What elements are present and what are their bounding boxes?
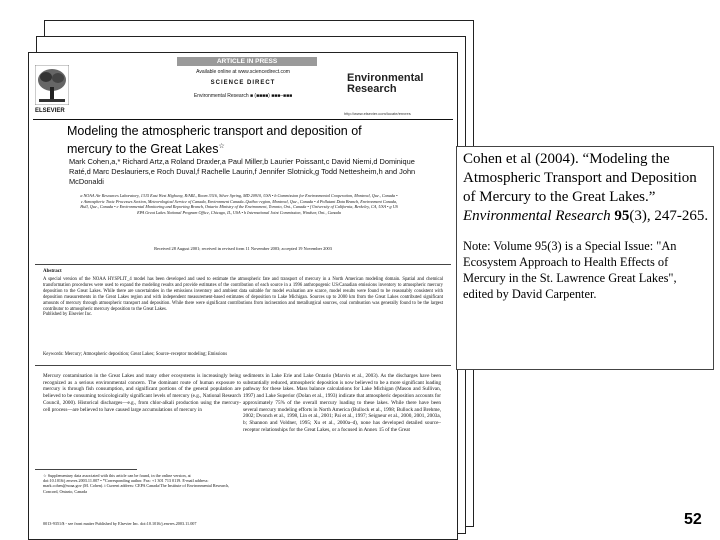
- published-by: Published by Elsevier Inc.: [43, 312, 93, 318]
- received-dates: Received 28 August 2001; received in revised form 11 November 2003; accepted 19 November 2003: [154, 246, 332, 251]
- issn-doi: 0013-9351/$ - see front matter Published by Elsevier Inc. doi:10.1016/j.envres.2003.11.007: [43, 521, 197, 526]
- citation-volume: 95: [614, 208, 630, 224]
- keywords: Keywords: Mercury; Atmospheric deposition; Great Lakes; Source–receptor modeling; Emissions: [43, 352, 228, 357]
- elsevier-tree-icon: [35, 65, 69, 105]
- author-affiliations: a NOAA Air Resources Laboratory, 1315 East West Highway, R/ARL, Room 3316, Silver Spring, MD 20910, USA • b Commission for Environmental Cooperation, Montreal, Que., Canada • c Atmospheric Toxic Processes Section, Meteorological Service of Canada, Environment Canada–Québec region, Montreal, Que., Canada • d Pollutant Data Branch, Environment Canada, Hull, Que., Canada • e Environmental Monitoring and Reporting Branch, Ontario Ministry of the Environment, Toronto, Ont., Canada • f University of California, Berkeley, CA, USA • g US EPA Great Lakes National Program Office, Chicago, IL, USA • h International Joint Commission, Windsor, Ont., Canada: [80, 193, 398, 215]
- abstract-heading: Abstract: [43, 269, 62, 274]
- journal-url: http://www.elsevier.com/locate/envres: [344, 111, 411, 116]
- journal-title: Environmental Research: [347, 72, 424, 95]
- available-online-text: Available online at www.sciencedirect.com: [196, 69, 290, 75]
- citation-lead: Cohen et al (2004). “Modeling the Atmospheric Transport and Deposition of Mercury to the Great Lakes.”: [463, 151, 697, 205]
- abstract-top-rule: [35, 264, 451, 265]
- citation: [463, 150, 709, 226]
- abstract-text: [43, 277, 443, 318]
- slide-page-number: 52: [684, 511, 702, 528]
- header-rule: [33, 119, 453, 120]
- sciencedirect-logo: SCIENCE DIRECT: [210, 80, 276, 86]
- publisher-name: ELSEVIER: [35, 108, 65, 114]
- citation-box: [456, 146, 714, 370]
- article-page: [28, 52, 458, 540]
- intro-left-column: Mercury contamination in the Great Lakes and many other ecosystems is increasingly being recognized as a serious environmental concern. The dominant route of human exposure to mercury is through fish consumption, and significant portions of the general population are believed to be consuming toxicologically significant levels of mercury (e.g., National Research Council, 2000). Historical discharges—e.g., from chlor-alkali production using the mercury-cell process—are believed to have caused large accumulations of mercury in: [43, 373, 241, 413]
- article-in-press-banner: ARTICLE IN PRESS: [177, 57, 317, 66]
- journal-reference: Environmental Research ■ (■■■■) ■■■–■■■: [193, 93, 293, 99]
- abstract-body: A special version of the NOAA HYSPLIT_4 model has been developed and used to estimate the atmospheric fate and transport of mercury in a North American modeling domain. Spatial and chemical transformation procedures were used to expand the modeling results and provide estimates of the contribution of each source in a 1996 anthropogenic US/Canadian emissions inventory to atmospheric mercury deposition to the Great Lakes. While there are uncertainties in the emissions inventory and ambient data suitable for model evaluation are scarce, model results were found to be reasonably consistent with deposition measurements in the Great Lakes region and with independent measurement-based estimates of deposition to Lake Michigan. Sources up to 2000 km from the Great Lakes contributed significant amounts of mercury through atmospheric transport and deposition. While there were significant contributions from incineration and metallurgical sources, coal combustion was generally found to be the largest contributor to atmospheric mercury deposition to the Great Lakes.: [43, 277, 443, 312]
- special-issue-note: Note: Volume 95(3) is a Special Issue: "An Ecosystem Approach to Health Effects of Mercury in the St. Lawrence Great Lakes", edited by David Carpenter.: [463, 239, 677, 301]
- abstract-bottom-rule: [35, 365, 451, 366]
- author-list: Mark Cohen,a,* Richard Artz,a Roland Draxler,a Paul Miller,b Laurier Poissant,c David Niemi,d Dominique Raté,d Marc Deslauriers,e Roch Duval,f Rachelle Laurin,f Jennifer Slotnick,g Todd Nettesheim,h and John McDonaldi: [69, 157, 416, 186]
- footnote-rule: [35, 469, 137, 470]
- footnotes: ☆ Supplementary data associated with this article can be found, in the online version, at doi:10.1016/j.envres.2003.11.007 • *Corresponding author. Fax: +1 301 713 0119. E-mail address: mark.cohen@noaa.gov (M. Cohen). i Current address: CEPA Canada/The Institute of Environmental Research, Concord, Ontario, Canada: [43, 473, 230, 494]
- article-title: [67, 123, 407, 157]
- article-title-text: Modeling the atmospheric transport and deposition of mercury to the Great Lakes: [67, 124, 362, 157]
- citation-journal: Environmental Research: [463, 208, 611, 224]
- intro-right-column: sediments in Lake Erie and Lake Ontario (Marvin et al., 2003). As the discharges have been substantially reduced, atmospheric deposition is now believed to be a more significant loading pathway for these lakes. Mass balance calculations for Lake Michigan (Mason and Sullivan, 1997) and Lake Superior (Dolan et al., 1993) indicate that atmospheric deposition accounts for approximately 75% of the overall mercury loading to these lakes. While there have been several mercury modeling efforts in North America (Bullock et al., 1998; Bullock and Brehme, 2002; Dvonch et al., 1998, Lin et al., 2001; Pai et al., 1997; Seigneur et al., 2000, 2001, 2003a, b; Shannon and Voldner, 1995; Xu et al., 2000a–d), none has developed detailed source–receptor relationships for the Great Lakes, or a focused in Annex 15 of the Great: [243, 373, 441, 433]
- title-footnote-mark: ☆: [218, 143, 225, 150]
- citation-tail: (3), 247-265.: [629, 208, 709, 224]
